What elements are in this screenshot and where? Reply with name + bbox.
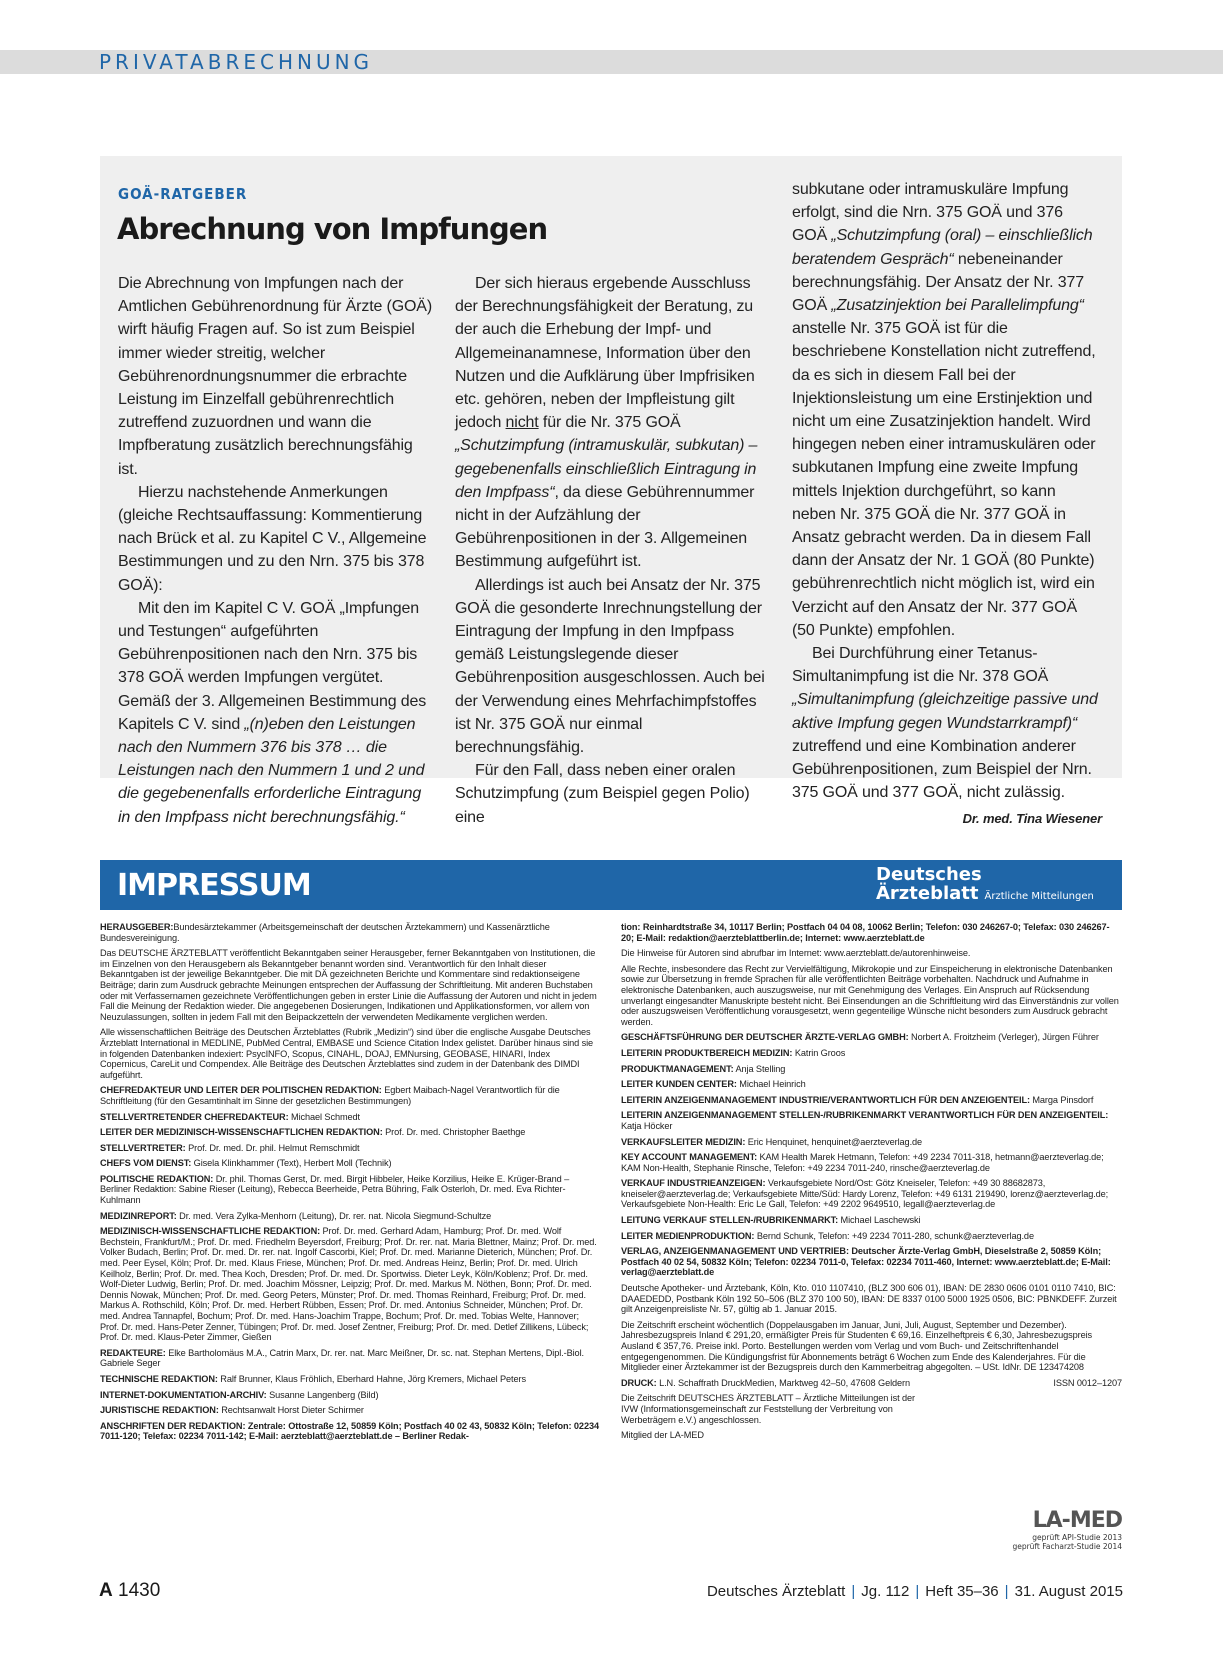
impressum-entry: MEDIZINREPORT: Dr. med. Vera Zylka-Menhorn (Leitung), Dr. rer. nat. Nicola Siegmund-Schultze — [100, 1210, 492, 1221]
impressum-entry: STELLVERTRETENDER CHEFREDAKTEUR: Michael Schmedt — [100, 1111, 360, 1122]
impressum-entry: STELLVERTRETER: Prof. Dr. med. Dr. phil. Helmut Remschmidt — [100, 1142, 360, 1153]
lamed-logo: LA-MED geprüft API-Studie 2013 geprüft Facharzt-Studie 2014 — [1010, 1508, 1122, 1551]
impressum-entry: INTERNET-DOKUMENTATION-ARCHIV: Susanne Langenberg (Bild) — [100, 1389, 379, 1400]
impressum-druck: DRUCK: L.N. Schaffrath DruckMedien, Marktweg 42–50, 47608 Geldern ISSN 0012–1207 — [621, 1377, 1122, 1388]
article-column-2 — [455, 272, 768, 829]
article-author: Dr. med. Tina Wiesener — [962, 811, 1102, 827]
article-column-3 — [792, 178, 1102, 831]
impressum-title: IMPRESSUM — [117, 868, 311, 903]
impressum-entry: Die Zeitschrift erscheint wöchentlich (Doppelausgaben im Januar, Juni, Juli, August, September und Dezember). Jahresbezugspreis Inland € 291,20, ermäßigter Preis für Studenten € 69,16. Einzelheftpreis € 6,30, Jahresbezugspreis Ausland € 357,76. Preise inkl. Porto. Bestellungen werden vom Verlag und vom Buch- und Zeitschriftenhandel entgegengenommen. Die Kündigungsfrist für Abonnements beträgt 6 Wochen zum Ende des Kalenderjahres. Für die Mitglieder einer Ärztekammer ist der Bezugspreis durch den Kammerbeitrag abgegolten. – USt. IdNr. DE 123474208 — [621, 1319, 1093, 1373]
article-column-1 — [118, 272, 433, 829]
paragraph: subkutane oder intramuskuläre Impfung erfolgt, sind die Nrn. 375 GOÄ und 376 GOÄ „Schutzimpfung (oral) – einschließlich beratendem Gespräch“ nebeneinander berechnungsfähig. Der Ansatz der Nr. 377 GOÄ „Zusatzinjektion bei Parallelimpfung“ anstelle Nr. 375 GOÄ ist für die beschriebene Konstellation nicht zutreffend, da es sich in diesem Fall bei der Injektionsleistung um eine Erstinjektion und nicht um eine Zusatzinjektion handelt. Wird hingegen neben einer intramuskulären oder subkutanen Impfung eine zweite Impfung mittels Injektion durchgeführt, so kann neben Nr. 375 GOÄ die Nr. 377 GOÄ in Ansatz gebracht werden. Da in diesem Fall dann der Ansatz der Nr. 1 GOÄ (80 Punkte) gebührenrechtlich nicht möglich ist, wird ein Verzicht auf den Ansatz der Nr. 377 GOÄ (50 Punkte) empfohlen. — [792, 181, 1096, 639]
paragraph: Bei Durchführung einer Tetanus-Simultanimpfung ist die Nr. 378 GOÄ „Simultanimpfung (gleichzeitige passive und aktive Impfung gegen Wundstarrkrampf)“ zutreffend und eine Kombination anderer Gebührenpositionen, zum Beispiel der Nrn. 375 GOÄ und 377 GOÄ, nicht zulässig. Dr. med. Tina Wiesener — [792, 642, 1102, 804]
impressum-entry: LEITERIN ANZEIGENMANAGEMENT INDUSTRIE/VERANTWORTLICH FÜR DEN ANZEIGENTEIL: Marga Pinsdorf — [621, 1094, 1094, 1105]
impressum-column-left — [100, 922, 600, 1447]
impressum-entry: GESCHÄFTSFÜHRUNG DER DEUTSCHER ÄRZTE-VERLAG GMBH: Norbert A. Froitzheim (Verleger), Jürgen Führer — [621, 1032, 1099, 1043]
impressum-entry: MEDIZINISCH-WISSENSCHAFTLICHE REDAKTION: Prof. Dr. med. Gerhard Adam, Hamburg; Prof. Dr. med. Wolf Bechstein, Frankfurt/M.; Prof. Dr. med. Friedhelm Beyersdorf, Freiburg; Prof. Dr. rer. nat. Maria Blettner, Mainz; Prof. Dr. med. Volker Budach, Berlin; Prof. Dr. med. Dr. rer. nat. Ingolf Cascorbi, Kiel; Prof. Dr. med. Marianne Dieterich, München; Prof. Dr. med. Peer Eysel, Köln; Prof. Dr. med. Klaus Friese, München; Prof. Dr. med. Andreas Heinz, Berlin; Prof. Dr. med. Ulrich Keilholz, Berlin; Prof. Dr. med. Thea Koch, Dresden; Prof. Dr. med. Dr. Sportwiss. Dieter Leyk, Köln/Koblenz; Prof. Dr. med. Wolf-Dieter Ludwig, Berlin; Prof. Dr. med. Joachim Mössner, Leipzig; Prof. Dr. med. Markus M. Nöthen, Bonn; Prof. Dr. med. Dennis Nowak, München; Prof. Dr. med. Georg Peters, Münster; Prof. Dr. med. Thomas Reinhard, Freiburg; Prof. Dr. med. Markus A. Rothschild, Köln; Prof. Dr. med. Herbert Rübben, Essen; Prof. Dr. med. Antonius Schneider, München; Prof. Dr. med. Andrea Tannapfel, Bochum; Prof. Dr. med. Hans-Joachim Trappe, Bochum; Prof. Dr. med. Tobias Welte, Hannover; Prof. Dr. med. Hans-Peter Zenner, Tübingen; Prof. Dr. med. Josef Zentner, Freiburg; Prof. Dr. med. Detlef Zillikens, Lübeck; Prof. Dr. med. Klaus-Peter Zimmer, Gießen — [100, 1226, 597, 1343]
impressum-entry: LEITERIN ANZEIGENMANAGEMENT STELLEN-/RUBRIKENMARKT VERANTWORTLICH FÜR DEN ANZEIGENTEIL: Katja Höcker — [621, 1110, 1109, 1131]
impressum-entry: Die Hinweise für Autoren sind abrufbar im Internet: www.aerzteblatt.de/autorenhinweise. — [621, 948, 971, 959]
page-footer — [0, 1580, 1223, 1610]
impressum-entry: VERKAUF INDUSTRIEANZEIGEN: Verkaufsgebiete Nord/Ost: Götz Kneiseler, Telefon: +49 30 88682873, kneiseler@aerzteverlag.de; Verkaufsgebiete Mitte/Süd: Hardy Lorenz, Telefon: +49 6131 219490, lorenz@aerzteverlag.de; Verkaufsgebiete Non-Health: Eric Le Gall, Telefon: +49 2202 9649510, legall@aerzteverlag.de — [621, 1178, 1109, 1210]
paragraph: Der sich hieraus ergebende Ausschluss der Berechnungsfähigkeit der Beratung, zu der auch die Erhebung der Impf- und Allgemeinanamnese, Information über den Nutzen und die Aufklärung über Impfrisiken etc. gehören, neben der Impfleistung gilt jedoch nicht für die Nr. 375 GOÄ „Schutzimpfung (intramuskulär, subkutan) – gegebenenfalls einschließlich Eintragung in den Impfpass“, da diese Gebührennummer nicht in der Aufzählung der Gebührenpositionen in der 3. Allgemeinen Bestimmung aufgeführt ist. — [455, 275, 758, 571]
impressum-ivw: Die Zeitschrift DEUTSCHES ÄRZTEBLATT – Ärztliche Mitteilungen ist der IVW (Informationsgemeinschaft zur Feststellung der Verbreitung von Werbeträgern e.V.) angeschlossen. — [621, 1393, 915, 1425]
impressum-entry: TECHNISCHE REDAKTION: Ralf Brunner, Klaus Fröhlich, Eberhard Hahne, Jörg Kremers, Michael Peters — [100, 1373, 526, 1384]
article-box — [100, 156, 1122, 827]
impressum-entry: LEITER KUNDEN CENTER: Michael Heinrich — [621, 1079, 806, 1090]
impressum-entry: HERAUSGEBER:Bundesärztekammer (Arbeitsgemeinschaft der deutschen Ärztekammern) und Kassenärztliche Bundesvereinigung. — [100, 922, 550, 943]
impressum-entry: PRODUKTMANAGEMENT: Anja Stelling — [621, 1063, 786, 1074]
impressum-entry: LEITUNG VERKAUF STELLEN-/RUBRIKENMARKT: Michael Laschewski — [621, 1215, 921, 1226]
impressum-entry: LEITER MEDIENPRODUKTION: Bernd Schunk, Telefon: +49 2234 7011-280, schunk@aerzteverlag.de — [621, 1230, 1034, 1241]
impressum-entry: LEITERIN PRODUKTBEREICH MEDIZIN: Katrin Groos — [621, 1047, 846, 1058]
impressum-entry: CHEFREDAKTEUR UND LEITER DER POLITISCHEN REDAKTION: Egbert Maibach-Nagel Verantwortlich für die Schriftleitung (für den Gesamtinhalt im Sinne der gesetzlichen Bestimmungen) — [100, 1085, 560, 1106]
impressum-bar — [100, 860, 1122, 910]
impressum-entry: VERKAUFSLEITER MEDIZIN: Eric Henquinet, henquinet@aerzteverlag.de — [621, 1136, 923, 1147]
impressum-entry: CHEFS VOM DIENST: Gisela Klinkhammer (Text), Herbert Moll (Technik) — [100, 1158, 392, 1169]
impressum-entry: LEITER DER MEDIZINISCH-WISSENSCHAFTLICHEN REDAKTION: Prof. Dr. med. Christopher Baethge — [100, 1127, 526, 1138]
paragraph: Die Abrechnung von Impfungen nach der Amtlichen Gebührenordnung für Ärzte (GOÄ) wirft häufig Fragen auf. So ist zum Beispiel immer wieder streitig, welcher Gebührenordnungsnummer die erbrachte Leistung im Einzelfall gebührenrechtlich zutreffend zuzuordnen und wann die Impfberatung zusätzlich berechnungsfähig ist. — [118, 275, 432, 478]
impressum-column-right — [621, 922, 1122, 1446]
impressum-entry: JURISTISCHE REDAKTION: Rechtsanwalt Horst Dieter Schirmer — [100, 1405, 364, 1416]
lamed-mark: LA-MED — [1032, 1508, 1122, 1533]
impressum-entry: Das DEUTSCHE ÄRZTEBLATT veröffentlicht Bekanntgaben seiner Herausgeber, ferner Bekanntgaben von Institutionen, die im Einzelnen von den Herausgebern als Bekanntgeber benannt worden sind. Verantwortlich für den Inhalt dieser Bekanntgaben ist der jeweilige Bekanntgeber. Die mit DÄ gezeichneten Berichte und Kommentare sind redaktionseigene Beiträge; darin zum Ausdruck gebrachte Meinungen entsprechen der Auffassung der Schriftleitung. Mit anderen Buchstaben oder mit Verfassernamen gezeichnete Veröffentlichungen geben in erster Linie die Auffassung der Autoren und nicht in jedem Fall die Meinung der Redaktion wieder. Die angegebenen Dosierungen, Indikationen und Applikationsformen, vor allem von Neuzulassungen, sollten in jedem Fall mit den Beipackzetteln der verwendeten Medikamente verglichen werden. — [100, 948, 597, 1022]
impressum-entry: KEY ACCOUNT MANAGEMENT: KAM Health Marek Hetmann, Telefon: +49 2234 7011-318, hetmann@aerzteverlag.de; KAM Non-Health, Stephanie Rinsche, Telefon: +49 2234 7011-240, rinsche@aerzteverlag.de — [621, 1152, 1104, 1173]
section-label: PRIVATABRECHNUNG — [99, 50, 374, 74]
paragraph: Mit den im Kapitel C V. GOÄ „Impfungen und Testungen“ aufgeführten Gebührenpositionen nach den Nrn. 375 bis 378 GOÄ werden Impfungen vergütet. Gemäß der 3. Allgemeinen Bestimmung des Kapitels C V. sind „(n)eben den Leistungen nach den Nummern 376 bis 378 … die Leistungen nach den Nummern 1 und 2 und die gegebenenfalls erforderliche Eintragung in den Impfpass nicht berechnungsfähig.“ — [118, 599, 427, 826]
journal-logo: Deutsches Ärzteblatt Ärztliche Mitteilungen — [876, 864, 1094, 904]
page-number: A 1430 — [99, 1580, 161, 1601]
impressum-lamed-member: Mitglied der LA-MED — [621, 1430, 704, 1441]
article-kicker: GOÄ-RATGEBER — [118, 185, 248, 203]
article-title: Abrechnung von Impfungen — [117, 212, 548, 246]
impressum-entry: VERLAG, ANZEIGENMANAGEMENT UND VERTRIEB: Deutscher Ärzte-Verlag GmbH, Dieselstraße 2, 50859 Köln; Postfach 40 02 54, 50832 Köln; Telefon: 02234 7011-0, Telefax: 02234 7011-460, Internet: www.aerzteblatt.de; E-Mail: verlag@aerzteblatt.de — [621, 1246, 1111, 1278]
impressum-entry: POLITISCHE REDAKTION: Dr. phil. Thomas Gerst, Dr. med. Birgit Hibbeler, Heike Korzilius, Heike E. Krüger-Brand – Berliner Redaktion: Sabine Rieser (Leitung), Rebecca Beerheide, Petra Bühring, Falk Osterloh, Dr. med. Eva Richter-Kuhlmann — [100, 1173, 570, 1206]
impressum-entry: Alle Rechte, insbesondere das Recht zur Vervielfältigung, Mikrokopie und zur Einspeicherung in elektronische Datenbanken sowie zur Übersetzung in fremde Sprachen für alle veröffentlichten Beiträge vorbehalten. Nachdruck und Aufnahme in elektronische Datenbanken, auch auszugsweise, nur mit Genehmigung des Verlages. Ein Anspruch auf Rücksendung unverlangt eingesandter Manuskripte besteht nicht. Bei Einsendungen an die Schriftleitung wird das Einverständnis zur vollen oder auszugsweisen Veröffentlichung vorausgesetzt, wenn gegenteilige Wünsche nicht besonders zum Ausdruck gebracht werden. — [621, 963, 1119, 1027]
paragraph: Allerdings ist auch bei Ansatz der Nr. 375 GOÄ die gesonderte Inrechnungstellung der Eintragung der Impfung in den Impfpass gemäß Leistungslegende dieser Gebührenposition ausgeschlossen. Auch bei der Verwendung eines Mehrfachimpfstoffes ist Nr. 375 GOÄ nur einmal berechnungsfähig. — [455, 576, 765, 757]
impressum-entry: tion: Reinhardtstraße 34, 10117 Berlin; Postfach 04 04 08, 10062 Berlin; Telefon: 030 246267-0; Telefax: 030 246267-20; E-Mail: redaktion@aerzteblattberlin.de; Internet: www.aerzteblatt.de — [621, 922, 1110, 943]
paragraph: Für den Fall, dass neben einer oralen Schutzimpfung (zum Beispiel gegen Polio) eine — [455, 762, 750, 826]
impressum-entry: Deutsche Apotheker- und Ärztebank, Köln, Kto. 010 1107410, (BLZ 300 606 01), IBAN: DE 2830 0606 0101 0110 7410, BIC: DAAEDEDD, Postbank Köln 192 50–506 (BLZ 370 100 50), IBAN: DE 8337 0100 5000 1925 0506, BIC: PBNKDEFF. Zurzeit gilt Anzeigenpreisliste Nr. 57, gültig ab 1. Januar 2015. — [621, 1283, 1117, 1315]
footer-citation: Deutsches Ärzteblatt | Jg. 112 | Heft 35–36 | 31. August 2015 — [706, 1583, 1123, 1600]
paragraph: Hierzu nachstehende Anmerkungen (gleiche Rechtsauffassung: Kommentierung nach Brück et al. zu Kapitel C V., Allgemeine Bestimmungen und zu den Nrn. 375 bis 378 GOÄ): — [118, 483, 427, 594]
impressum-entry: ANSCHRIFTEN DER REDAKTION: Zentrale: Ottostraße 12, 50859 Köln; Postfach 40 02 43, 50832 Köln; Telefon: 02234 7011-120; Telefax: 02234 7011-142; E-Mail: aerzteblatt@aerzteblatt.de – Berliner Redak- — [100, 1420, 599, 1442]
impressum-entry: REDAKTEURE: Elke Bartholomäus M.A., Catrin Marx, Dr. rer. nat. Marc Meißner, Dr. sc. nat. Stephan Mertens, Dipl.-Biol. Gabriele Seger — [100, 1347, 584, 1369]
impressum-entry: Alle wissenschaftlichen Beiträge des Deutschen Ärzteblattes (Rubrik „Medizin“) sind über die englische Ausgabe Deutsches Ärzteblatt International in MEDLINE, PubMed Central, EMBASE und Science Citation Index gelistet. Darüber hinaus sind sie in folgenden Datenbanken indexiert: PsycINFO, Scopus, CINAHL, DOAJ, EMNursing, GEOBASE, HINARI, Index Copernicus, CareLit und Compendex. Alle Beiträge des Deutschen Ärzteblattes sind zudem in der Datenbank des DIMDI aufgeführt. — [100, 1027, 594, 1080]
